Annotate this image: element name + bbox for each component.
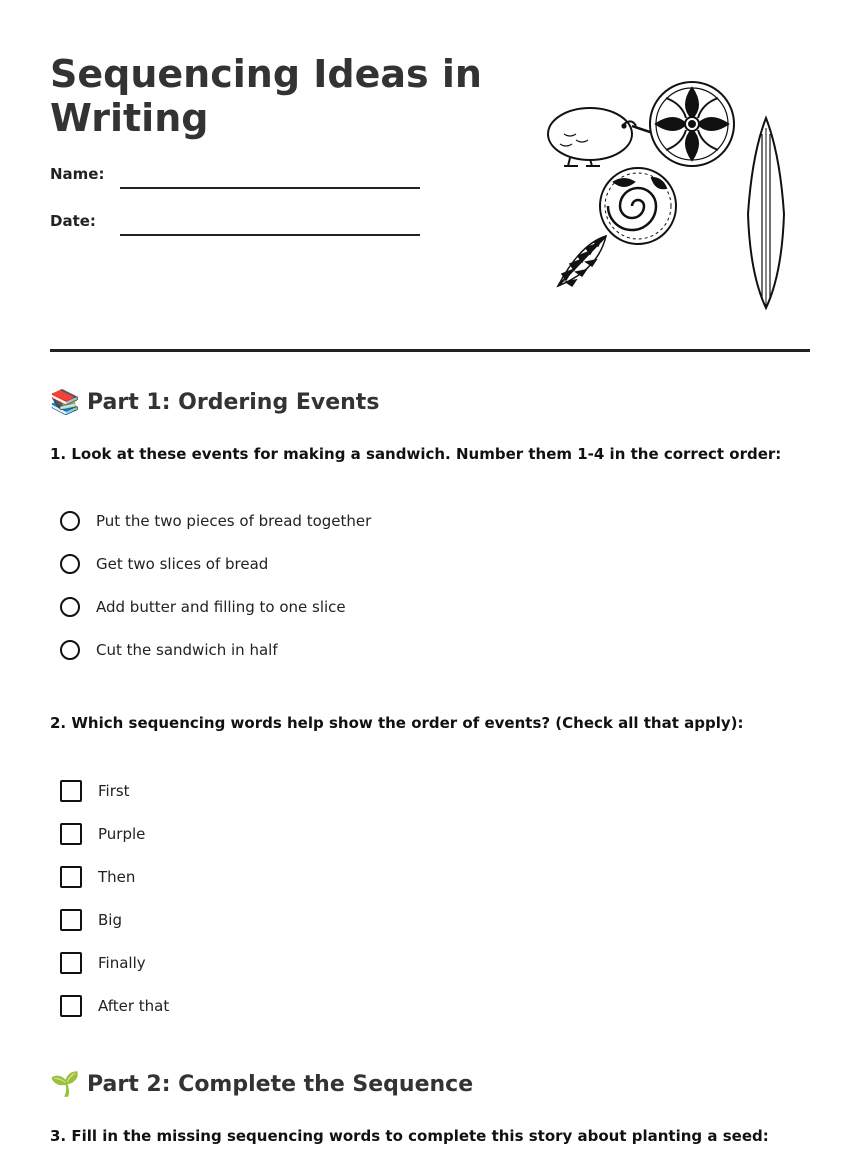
checkbox[interactable] [60, 995, 82, 1017]
q1-option[interactable] [60, 554, 268, 574]
q2-option[interactable] [60, 952, 146, 974]
header-divider [50, 349, 810, 352]
books-icon: 📚 [50, 388, 80, 416]
radio-button[interactable] [60, 597, 80, 617]
surfboard-icon [748, 118, 784, 308]
option-label: Finally [98, 954, 146, 972]
q2-option[interactable] [60, 909, 122, 931]
q2-option[interactable] [60, 995, 169, 1017]
q1-option[interactable] [60, 511, 371, 531]
question-3: 3. Fill in the missing sequencing words to complete this story about planting a seed: [50, 1127, 769, 1145]
q2-option[interactable] [60, 866, 135, 888]
checkbox[interactable] [60, 909, 82, 931]
date-label: Date: [50, 212, 96, 230]
question-2: 2. Which sequencing words help show the order of events? (Check all that apply): [50, 714, 744, 732]
option-label: Get two slices of bread [96, 555, 269, 573]
checkbox[interactable] [60, 866, 82, 888]
option-label: First [98, 782, 130, 800]
page-title: Sequencing Ideas in Writing [50, 52, 482, 140]
part2-heading-text: Part 2: Complete the Sequence [87, 1071, 474, 1097]
seedling-icon: 🌱 [50, 1070, 80, 1098]
question-1: 1. Look at these events for making a sandwich. Number them 1-4 in the correct order: [50, 445, 782, 463]
option-label: Cut the sandwich in half [96, 641, 278, 659]
option-label: After that [98, 997, 170, 1015]
name-field[interactable] [120, 187, 420, 189]
radio-button[interactable] [60, 511, 80, 531]
date-field[interactable] [120, 234, 420, 236]
q2-option[interactable] [60, 780, 130, 802]
checkbox[interactable] [60, 952, 82, 974]
part1-heading [50, 388, 379, 416]
part1-heading-text: Part 1: Ordering Events [87, 389, 380, 415]
radio-button[interactable] [60, 640, 80, 660]
q1-option[interactable] [60, 597, 346, 617]
feather-icon [558, 236, 606, 286]
option-label: Add butter and filling to one slice [96, 598, 346, 616]
koru-spiral-icon [600, 168, 676, 244]
name-label: Name: [50, 165, 105, 183]
radio-button[interactable] [60, 554, 80, 574]
q2-option[interactable] [60, 823, 145, 845]
option-label: Then [98, 868, 136, 886]
part2-heading [50, 1070, 473, 1098]
option-label: Purple [98, 825, 146, 843]
checkbox[interactable] [60, 823, 82, 845]
checkbox[interactable] [60, 780, 82, 802]
option-label: Put the two pieces of bread together [96, 512, 372, 530]
decorative-artwork [540, 74, 800, 314]
q1-option[interactable] [60, 640, 278, 660]
option-label: Big [98, 911, 122, 929]
koru-rosette-icon [650, 82, 734, 166]
